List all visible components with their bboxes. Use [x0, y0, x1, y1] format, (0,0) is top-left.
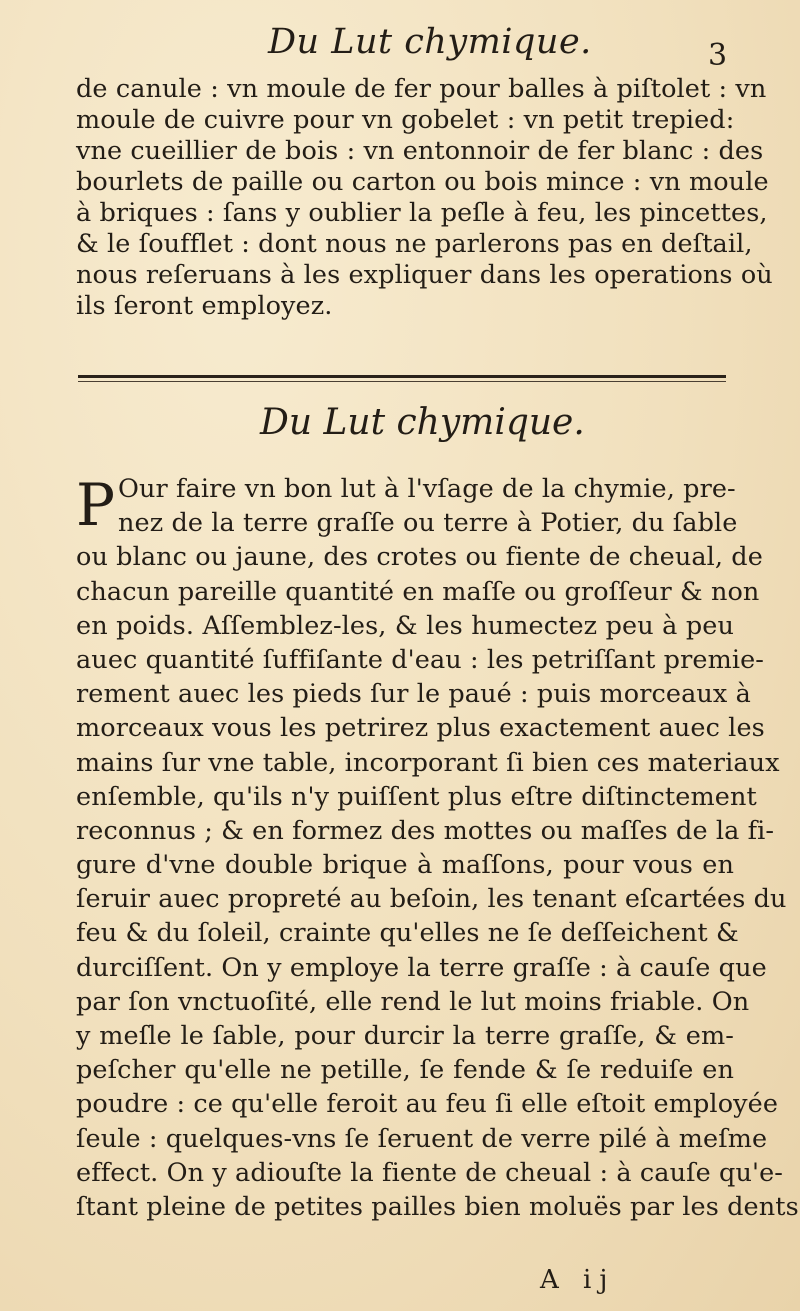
running-head — [0, 18, 800, 73]
text-line: mains ſur vne table, incorporant ſi bien ces materiaux — [76, 747, 780, 778]
section-heading: Du Lut chymique. — [260, 402, 585, 443]
top-paragraph — [76, 74, 773, 322]
main-paragraph — [76, 472, 799, 1224]
text-line: & le ſoufflet : dont nous ne parlerons pas en deſtail, — [76, 229, 753, 259]
text-line: moule de cuivre pour vn gobelet : vn petit trepied: — [76, 105, 735, 135]
text-line: ſeule : quelques-vns ſe ſeruent de verre pilé à meſme — [76, 1123, 768, 1154]
text-line: durciſſent. On y employe la terre graſſe : à cauſe que — [76, 952, 767, 983]
text-line: de canule : vn moule de fer pour balles à piſtolet : vn — [76, 74, 767, 104]
text-line: Our faire vn bon lut à l'vſage de la chymie, pre- — [118, 474, 736, 504]
text-line: gure d'vne double brique à maſſons, pour vous en — [76, 850, 734, 881]
text-line: reconnus ; & en formez des mottes ou maſſes de la fi- — [76, 815, 775, 846]
text-line: ou blanc ou jaune, des crotes ou fiente de cheual, de — [76, 542, 763, 573]
text-line: ils ſeront employez. — [76, 291, 333, 321]
section-divider-thin — [78, 381, 726, 382]
text-line: auec quantité ſuffiſante d'eau : les petriſſant premie- — [76, 644, 765, 675]
drop-cap: P — [76, 471, 116, 539]
text-line: nous reſeruans à les expliquer dans les operations où — [76, 260, 773, 290]
text-line: vne cueillier de bois : vn entonnoir de fer blanc : des — [76, 136, 764, 166]
text-line: effect. On y adiouſte la fiente de cheual : à cauſe qu'e- — [76, 1157, 784, 1188]
text-line: feu & du ſoleil, crainte qu'elles ne ſe deſſeichent & — [76, 918, 739, 949]
page-number: 3 — [708, 38, 728, 73]
text-line: chacun pareille quantité en maſſe ou groſſeur & non — [76, 576, 760, 607]
text-line: à briques : ſans y oublier la peſle à feu, les pincettes, — [76, 198, 768, 228]
section-divider — [78, 375, 726, 378]
text-line: bourlets de paille ou carton ou bois mince : vn moule — [76, 167, 769, 197]
text-line: par ſon vnctuoſité, elle rend le lut moins friable. On — [76, 986, 750, 1017]
text-line: ſtant pleine de petites pailles bien moluës par les dents — [76, 1191, 799, 1222]
text-line: rement auec les pieds ſur le paué : puis morceaux à — [76, 679, 751, 710]
signature-mark: A ij — [540, 1265, 616, 1295]
text-line: nez de la terre graſſe ou terre à Potier, du ſable — [118, 508, 738, 539]
text-line: en poids. Aſſemblez-les, & les humectez peu à peu — [76, 610, 734, 641]
text-line: poudre : ce qu'elle feroit au feu ſi elle eſtoit employée — [76, 1089, 779, 1120]
text-line: ſeruir auec propreté au beſoin, les tenant eſcartées du — [76, 884, 787, 915]
text-line: enſemble, qu'ils n'y puiſſent plus eſtre diſtinctement — [76, 781, 757, 812]
text-line: y meſle le ſable, pour durcir la terre graſſe, & em- — [76, 1021, 734, 1051]
running-title: Du Lut chymique. — [268, 22, 592, 62]
text-line: peſcher qu'elle ne petille, ſe fende & ſe reduiſe en — [76, 1055, 734, 1086]
text-line: morceaux vous les petrirez plus exactement auec les — [76, 713, 765, 744]
